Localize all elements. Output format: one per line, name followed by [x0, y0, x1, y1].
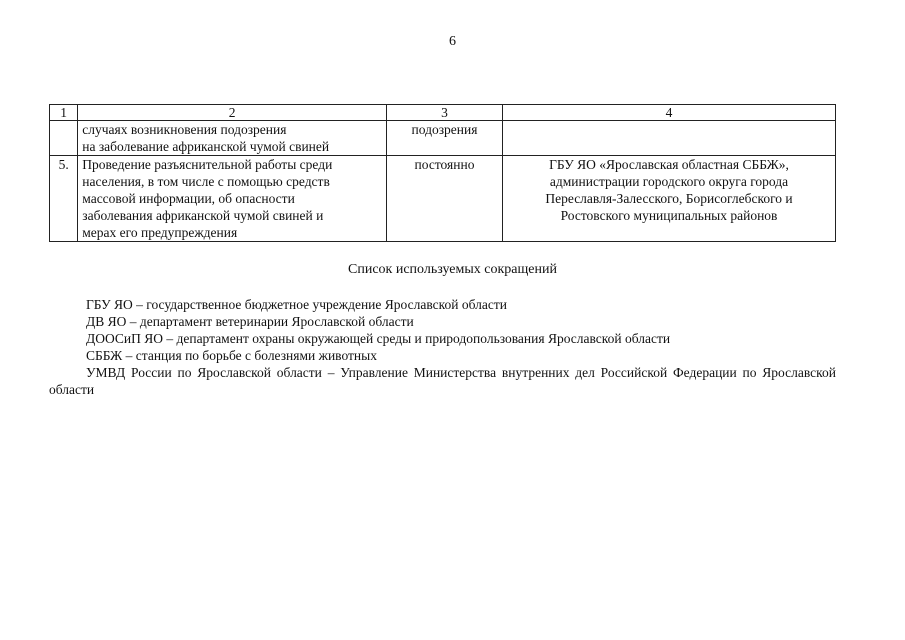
row-executor: [503, 121, 836, 156]
table-header-row: [50, 105, 836, 121]
row-term: постоянно: [386, 156, 502, 242]
table-row: [50, 156, 836, 242]
row-number: 5.: [50, 156, 78, 242]
header-cell-2: 2: [78, 105, 387, 121]
header-cell-3: 3: [386, 105, 502, 121]
abbreviations-list: [49, 296, 836, 398]
measures-table: [49, 104, 836, 242]
abbreviations-title: Список используемых сокращений: [348, 262, 557, 277]
row-description: случаях возникновения подозрения на заболевание африканской чумой свиней: [78, 121, 387, 156]
header-cell-1: 1: [50, 105, 78, 121]
abbreviation-item: УМВД России по Ярославской области – Управление Министерства внутренних дел Российской Федерации по Ярославской области: [49, 365, 836, 397]
abbreviation-item: ДВ ЯО – департамент ветеринарии Ярославской области: [86, 314, 414, 329]
row-description: Проведение разъяснительной работы среди населения, в том числе с помощью средств массовой информации, об опасности заболевания африканской чумой свиней и мерах его предупреждения: [78, 156, 387, 242]
abbreviation-item: ДООСиП ЯО – департамент охраны окружающей среды и природопользования Ярославской области: [86, 331, 671, 346]
row-number: [50, 121, 78, 156]
row-executor: ГБУ ЯО «Ярославская областная СББЖ», администрации городского округа города Переславля-Залесского, Борисоглебского и Ростовского муниципальных районов: [503, 156, 836, 242]
abbreviation-item: ГБУ ЯО – государственное бюджетное учреждение Ярославской области: [86, 297, 507, 312]
header-cell-4: 4: [503, 105, 836, 121]
table-row: [50, 121, 836, 156]
page-number: 6: [449, 34, 456, 49]
row-term: подозрения: [386, 121, 502, 156]
abbreviation-item: СББЖ – станция по борьбе с болезнями животных: [86, 348, 377, 363]
